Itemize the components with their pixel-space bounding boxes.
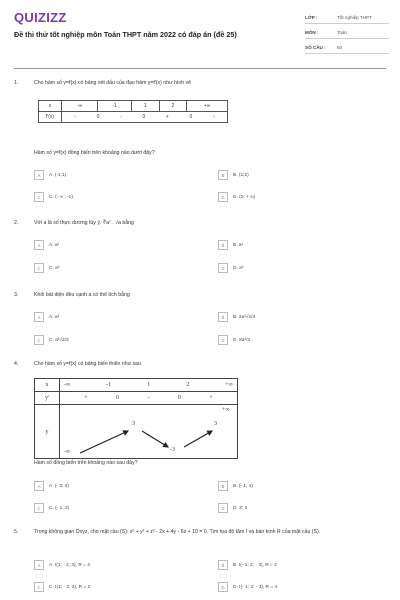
sign: +	[165, 114, 169, 120]
header-divider	[14, 68, 386, 69]
option-letter: D	[218, 192, 228, 202]
sign: 0	[177, 395, 181, 401]
meta-row-class	[305, 12, 389, 24]
option-letter: B	[218, 170, 228, 180]
option-letter: C	[34, 192, 44, 202]
question-text: Với a là số thực dương tùy ý, ∛a⁷ . √a bằng	[34, 220, 134, 226]
option-d[interactable]	[218, 503, 247, 513]
table-cell: 2	[159, 101, 187, 112]
meta-value: 50	[337, 45, 343, 50]
option-text: A. (- 3; 3)	[49, 483, 69, 489]
table-cell: y	[35, 405, 60, 459]
quizizz-logo: QUIZIZZ	[14, 10, 67, 25]
option-text: A. a³	[49, 314, 60, 320]
x-value: 1	[147, 382, 151, 388]
sign: -	[212, 114, 215, 120]
option-letter: A	[34, 560, 44, 570]
meta-value: Toán	[337, 30, 347, 35]
x-value: -1	[106, 382, 112, 388]
option-text: D. 8a³/3	[233, 337, 251, 343]
sub-question: Hàm số đồng biến trên khoảng nào sau đây?	[34, 460, 138, 466]
meta-row-count	[305, 42, 389, 54]
table-cell	[60, 392, 238, 405]
option-letter: B	[218, 312, 228, 322]
option-c[interactable]	[34, 335, 69, 345]
option-letter: A	[34, 170, 44, 180]
sign: 0	[116, 395, 120, 401]
option-text: B. (1;2)	[233, 172, 249, 178]
option-b[interactable]	[218, 560, 277, 570]
option-text: C. I(1; - 2; 3), R = 2	[49, 584, 91, 590]
question-number: 3.	[14, 292, 19, 298]
option-b[interactable]	[218, 312, 255, 322]
option-text: B. a⁴	[233, 242, 244, 248]
option-letter: A	[34, 481, 44, 491]
option-letter: D	[218, 582, 228, 592]
table-cell: -1	[98, 101, 132, 112]
header	[0, 0, 400, 62]
option-letter: C	[34, 582, 44, 592]
option-text: A. a²	[49, 242, 60, 248]
question-text: Cho hàm số y=f(x) có bảng xét dấu của đạo hàm y=f'(x) như hình vẽ	[34, 80, 192, 86]
meta-label: SỐ CÂU :	[305, 45, 326, 50]
option-letter: A	[34, 312, 44, 322]
option-text: D. I(- 1; 2; - 3), R = 4	[233, 584, 278, 590]
sign: +	[209, 395, 213, 401]
meta-label: LỚP :	[305, 15, 318, 20]
table-cell: f'(x)	[39, 112, 62, 123]
question-number: 4.	[14, 361, 19, 367]
option-c[interactable]	[34, 263, 59, 273]
option-d[interactable]	[218, 582, 277, 592]
option-letter: D	[218, 263, 228, 273]
sign: -	[120, 114, 122, 120]
option-d[interactable]	[218, 335, 250, 345]
option-letter: A	[34, 240, 44, 250]
option-a[interactable]	[34, 560, 90, 570]
x-value: -∞	[64, 382, 71, 388]
table-cell: x	[39, 101, 62, 112]
question-text: Cho hàm số y=f(x) có bảng biến thiên như sau	[34, 361, 141, 367]
y-value: -∞	[64, 449, 71, 455]
sign: -	[147, 395, 150, 401]
option-d[interactable]	[218, 192, 255, 202]
option-text: C. a³√2/3	[49, 337, 69, 343]
option-text: C. (- ∞ ; -1)	[49, 194, 73, 200]
option-letter: C	[34, 263, 44, 273]
option-a[interactable]	[34, 170, 68, 180]
option-letter: D	[218, 335, 228, 345]
table-cell	[60, 379, 238, 392]
option-text: B. (- 1; 1)	[233, 483, 253, 489]
question-number: 1.	[14, 80, 19, 86]
option-letter: B	[218, 481, 228, 491]
option-text: B. 2a³√2/3	[233, 314, 256, 320]
option-text: D. a³	[233, 265, 244, 271]
sign: 0	[96, 114, 100, 120]
option-text: A. I(1; - 2; 3), R = 4	[49, 562, 90, 568]
option-b[interactable]	[218, 240, 244, 250]
option-c[interactable]	[34, 582, 90, 592]
x-value: +∞	[225, 382, 233, 388]
option-text: D. (2; + ∞)	[233, 194, 256, 200]
question-5	[14, 529, 386, 549]
sub-question: Hàm số y=f(x) đồng biến trên khoảng nào dưới đây?	[34, 150, 155, 156]
option-d[interactable]	[218, 263, 243, 273]
question-text: Trong không gian Oxyz, cho mặt cầu (S): x² + y² + z² - 2x + 4y - 6z + 10 = 0. Tìm tọa độ tâm I và bán kính R của mặt cầu (S).	[34, 529, 321, 535]
y-value: -3	[170, 447, 175, 453]
y-value: 3	[132, 421, 135, 427]
option-b[interactable]	[218, 481, 253, 491]
sign: 0	[189, 114, 193, 120]
meta-row-subject	[305, 27, 389, 39]
y-value: +∞	[222, 407, 230, 413]
option-letter: C	[34, 335, 44, 345]
option-letter: B	[218, 240, 228, 250]
option-a[interactable]	[34, 240, 59, 250]
variation-table	[34, 378, 238, 459]
meta-panel	[305, 12, 389, 57]
option-letter: C	[34, 503, 44, 513]
x-value: 2	[186, 382, 190, 388]
table-cell: +∞	[187, 101, 228, 112]
meta-value: Tốt nghiệp THPT	[337, 15, 372, 20]
option-letter: B	[218, 560, 228, 570]
question-number: 5.	[14, 529, 19, 535]
sign: 0	[142, 114, 146, 120]
y-value: 3	[214, 421, 217, 427]
option-text: B. I(- 1; 2; - 3), R = 2	[233, 562, 277, 568]
variation-cell	[60, 405, 238, 459]
sign: +	[84, 395, 88, 401]
option-text: D. 2̄; 3	[233, 505, 248, 511]
page-title: Đề thi thử tốt nghiệp môn Toán THPT năm 2022 có đáp án (đề 25)	[14, 30, 237, 39]
option-text: A. (-1;1).	[49, 172, 68, 178]
question-text: Khối bát diện đều cạnh a có thể tích bằng	[34, 292, 130, 298]
variation-arrows	[60, 405, 240, 459]
option-c[interactable]	[34, 503, 69, 513]
meta-label: MÔN :	[305, 30, 319, 35]
sign-table	[38, 100, 228, 123]
sign: -	[74, 114, 76, 120]
table-cell	[62, 112, 228, 123]
table-cell: 1	[131, 101, 159, 112]
option-a[interactable]	[34, 312, 59, 322]
question-number: 2.	[14, 220, 19, 226]
table-cell: x	[35, 379, 60, 392]
option-text: C. (- 1; 2)	[49, 505, 70, 511]
option-a[interactable]	[34, 481, 69, 491]
table-cell: y'	[35, 392, 60, 405]
table-cell: -∞	[62, 101, 98, 112]
option-text: C. a³	[49, 265, 60, 271]
option-c[interactable]	[34, 192, 73, 202]
option-letter: D	[218, 503, 228, 513]
option-b[interactable]	[218, 170, 249, 180]
